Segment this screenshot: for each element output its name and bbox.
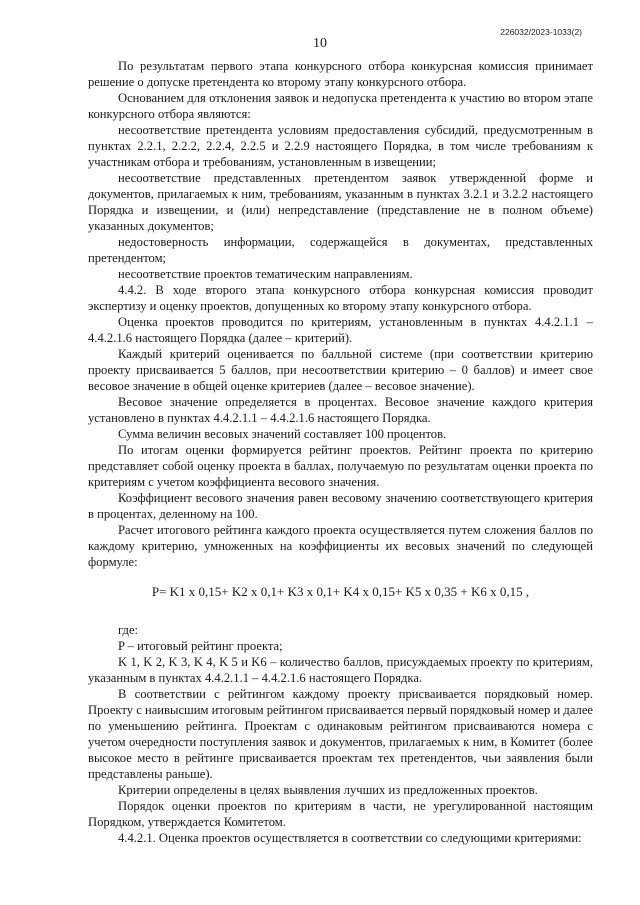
paragraph: Весовое значение определяется в процентах. Весовое значение каждого критерия установлено в пунктах 4.4.2.1.1 – 4.4.2.1.6 настоящего Порядка. — [88, 395, 593, 425]
paragraph: P – итоговый рейтинг проекта; — [118, 639, 283, 653]
paragraph: недостоверность информации, содержащейся в документах, представленных претендентом; — [88, 235, 593, 265]
paragraph: где: — [118, 623, 139, 637]
paragraph: Порядок оценки проектов по критериям в части, не урегулированной настоящим Порядком, утверждается Комитетом. — [88, 799, 593, 829]
paragraph: Каждый критерий оценивается по балльной системе (при соответствии критерию проекту присваивается 5 баллов, при несоответствии критерию – 0 баллов) и имеет свое весовое значение в общей оценке критериев (далее – весовое значение). — [88, 347, 593, 393]
document-body — [88, 58, 593, 846]
paragraph: несоответствие представленных претендентом заявок утвержденной форме и документов, прилагаемых к ним, требованиям, указанным в пунктах 3.2.1 и 3.2.2 настоящего Порядка и извещении, и (или) непредставление (представление не в полном объеме) указанных документов; — [88, 171, 593, 233]
rating-formula: P= K1 x 0,15+ K2 x 0,1+ K3 x 0,1+ K4 x 0,15+ K5 x 0,35 + K6 x 0,15 , — [151, 584, 530, 599]
paragraph: 4.4.2.1. Оценка проектов осуществляется в соответствии со следующими критериями: — [118, 831, 582, 845]
page-number: 10 — [313, 36, 327, 51]
paragraph: Основанием для отклонения заявок и недопуска претендента к участию во втором этапе конкурсного отбора являются: — [88, 91, 593, 121]
paragraph: Расчет итогового рейтинга каждого проекта осуществляется путем сложения баллов по каждому критерию, умноженных на коэффициенты их весовых значений по следующей формуле: — [88, 523, 593, 569]
document-id: 226032/2023-1033(2) — [500, 27, 582, 37]
paragraph: несоответствие претендента условиям предоставления субсидий, предусмотренным в пунктах 2.2.1, 2.2.2, 2.2.4, 2.2.5 и 2.2.9 настоящего Порядка, в том числе требованиям к участникам отбора и требованиям, установленным в извещении; — [88, 123, 593, 169]
paragraph: Сумма величин весовых значений составляет 100 процентов. — [118, 427, 447, 441]
paragraph: Оценка проектов проводится по критериям, установленным в пунктах 4.4.2.1.1 – 4.4.2.1.6 настоящего Порядка (далее – критерий). — [88, 315, 593, 345]
paragraph: K 1, K 2, K 3, K 4, K 5 и K6 – количество баллов, присуждаемых проекту по критериям, указанным в пунктах 4.4.2.1.1 – 4.4.2.1.6 настоящего Порядка. — [88, 655, 593, 685]
paragraph: Коэффициент весового значения равен весовому значению соответствующего критерия в процентах, деленному на 100. — [88, 491, 593, 521]
paragraph: В соответствии с рейтингом каждому проекту присваивается порядковый номер. Проекту с наивысшим итоговым рейтингом присваивается первый порядковый номер и далее по уменьшению рейтинга. Проектам с одинаковым рейтингом присваиваются номера с учетом очередности поступления заявок и документов, прилагаемых к ним, в Комитет (более высокое место в рейтинге присваивается проектам тех претендентов, чьи заявления были представлены раньше). — [88, 687, 593, 781]
paragraph: Критерии определены в целях выявления лучших из предложенных проектов. — [118, 783, 538, 797]
paragraph: По результатам первого этапа конкурсного отбора конкурсная комиссия принимает решение о допуске претендента ко второму этапу конкурсного отбора. — [88, 59, 593, 89]
paragraph: 4.4.2. В ходе второго этапа конкурсного отбора конкурсная комиссия проводит экспертизу и оценку проектов, допущенных ко второму этапу конкурсного отбора. — [88, 283, 593, 313]
paragraph: несоответствие проектов тематическим направлениям. — [118, 267, 413, 281]
paragraph: По итогам оценки формируется рейтинг проектов. Рейтинг проекта по критерию представляет собой оценку проекта в баллах, получаемую по результатам оценки проекта по критериям с учетом коэффициента весового значения. — [88, 443, 593, 489]
